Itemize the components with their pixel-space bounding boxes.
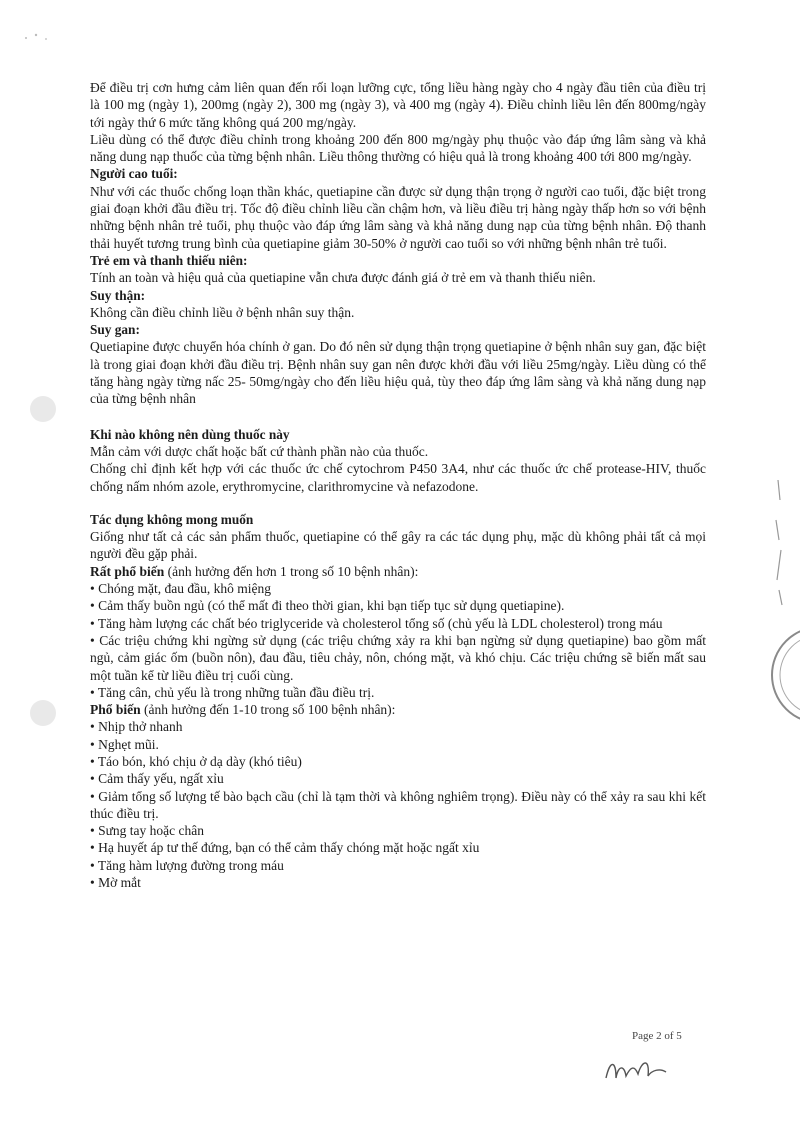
very-common-label-line <box>90 563 706 580</box>
list-item: • Giảm tổng số lượng tế bào bạch cầu (chỉ là tạm thời và không nghiêm trọng). Điều này có thể xảy ra sau khi kết thúc điều trị. <box>90 788 706 821</box>
list-item: • Mờ mắt <box>90 875 141 891</box>
section-text: Tính an toàn và hiệu quả của quetiapine vẫn chưa được đánh giá ở trẻ em và thanh thiếu niên. <box>90 270 596 286</box>
list-item: • Tăng hàm lượng đường trong máu <box>90 857 284 873</box>
side-effects-intro: Giống như tất cả các sản phẩm thuốc, quetiapine có thể gây ra các tác dụng phụ, mặc dù không phải tất cả mọi người đều gặp phải. <box>90 529 706 562</box>
section-heading: Suy thận: <box>90 287 146 303</box>
list-item: • Nhịp thở nhanh <box>90 719 183 735</box>
punch-hole <box>30 396 56 422</box>
section-text: Quetiapine được chuyển hóa chính ở gan. Do đó nên sử dụng thận trọng quetiapine ở bệnh nhân suy gan, đặc biệt là trong giai đoạn khởi đầu điều trị. Bệnh nhân suy gan nên được khởi đầu với liều 25mg/ngày. Liều dùng có thể tăng hàng ngày từng nấc 25- 50mg/ngày cho đến liều hiệu quả, tùy theo đáp ứng lâm sàng và khả năng dung nạp của từng bệnh nhân <box>90 339 706 407</box>
common-label: Phổ biến <box>90 702 141 718</box>
list-item: • Táo bón, khó chịu ở dạ dày (khó tiêu) <box>90 753 302 769</box>
list-item: • Chóng mặt, đau đầu, khô miệng <box>90 581 271 597</box>
page-number: Page 2 of 5 <box>632 1030 682 1042</box>
contraindications-heading: Khi nào không nên dùng thuốc này <box>90 426 290 442</box>
section-text: Không cần điều chỉnh liều ở bệnh nhân suy thận. <box>90 304 355 320</box>
section-heading: Suy gan: <box>90 322 140 338</box>
list-item: • Tăng cân, chủ yếu là trong những tuần đầu điều trị. <box>90 684 375 700</box>
side-effects-heading: Tác dụng không mong muốn <box>90 511 254 527</box>
scan-specks <box>22 30 62 49</box>
list-item: • Cảm thấy yếu, ngất xỉu <box>90 771 224 787</box>
section-text: Như với các thuốc chống loạn thần khác, quetiapine cần được sử dụng thận trọng ở người cao tuổi, đặc biệt trong giai đoạn khởi đầu điều trị. Tốc độ điều chỉnh liều cần chậm hơn, và liều điều trị hàng ngày thấp hơn so với bệnh những bệnh nhân trẻ tuổi, phụ thuộc vào đáp ứng lâm sàng và khả năng dung nạp của từng bệnh nhân. Độ thanh thải huyết tương trung bình của quetiapine giảm 30-50% ở người cao tuổi so với những bệnh nhân trẻ tuổi. <box>90 183 706 251</box>
dosage-paragraph: Liều dùng có thể được điều chỉnh trong khoảng 200 đến 800 mg/ngày phụ thuộc vào đáp ứng lâm sàng và khả năng dung nạp thuốc của từng bệnh nhân. Liều thông thường có hiệu quả là trong khoảng 400 tới 800 mg/ngày. <box>90 131 706 165</box>
common-desc: (ảnh hưởng đến 1-10 trong số 100 bệnh nhân): <box>140 702 396 718</box>
list-item: • Tăng hàm lượng các chất béo triglyceride và cholesterol tổng số (chủ yếu là LDL cholesterol) trong máu <box>90 615 663 631</box>
punch-hole <box>30 700 56 726</box>
handwritten-signature <box>600 1050 690 1095</box>
dosage-paragraph: Để điều trị cơn hưng cảm liên quan đến rối loạn lưỡng cực, tổng liều hàng ngày cho 4 ngày đầu tiên của điều trị là 100 mg (ngày 1), 200mg (ngày 2), 300 mg (ngày 3), và 400 mg (ngày 4). Điều chỉnh liều lên đến 800mg/ngày tới ngày thứ 6 mức tăng không quá 200 mg/ngày. <box>90 80 706 130</box>
list-item: • Hạ huyết áp tư thế đứng, bạn có thể cảm thấy chóng mặt hoặc ngất xỉu <box>90 840 480 856</box>
section-heading: Người cao tuổi: <box>90 166 178 182</box>
list-item: • Sưng tay hoặc chân <box>90 823 205 839</box>
stamp-seal <box>760 620 800 735</box>
list-item: • Nghẹt mũi. <box>90 736 159 752</box>
list-item: • Cảm thấy buồn ngủ (có thể mất đi theo thời gian, khi bạn tiếp tục sử dụng quetiapine). <box>90 598 565 614</box>
common-label-line <box>90 701 706 718</box>
contraindications-text: Chống chỉ định kết hợp với các thuốc ức chế cytochrom P450 3A4, như các thuốc ức chế protease-HIV, thuốc chống nấm nhóm azole, erythromycine, clarithromycine và nefazodone. <box>90 461 706 494</box>
contraindications-text: Mẫn cảm với dược chất hoặc bất cứ thành phần nào của thuốc. <box>90 443 429 459</box>
section-heading: Trẻ em và thanh thiếu niên: <box>90 252 248 268</box>
very-common-label: Rất phổ biến <box>90 563 165 579</box>
edge-scribble <box>768 480 788 625</box>
very-common-desc: (ảnh hưởng đến hơn 1 trong số 10 bệnh nhân): <box>164 563 419 579</box>
list-item: • Các triệu chứng khi ngừng sử dụng (các triệu chứng xảy ra khi bạn ngừng sử dụng quetiapine) bao gồm mất ngủ, cảm giác ốm (buồn nôn), đau đầu, tiêu chảy, nôn, chóng mặt, và khó chịu. Các triệu chứng sẽ biến mất sau một tuần kể từ liều điều trị cuối cùng. <box>90 632 706 683</box>
